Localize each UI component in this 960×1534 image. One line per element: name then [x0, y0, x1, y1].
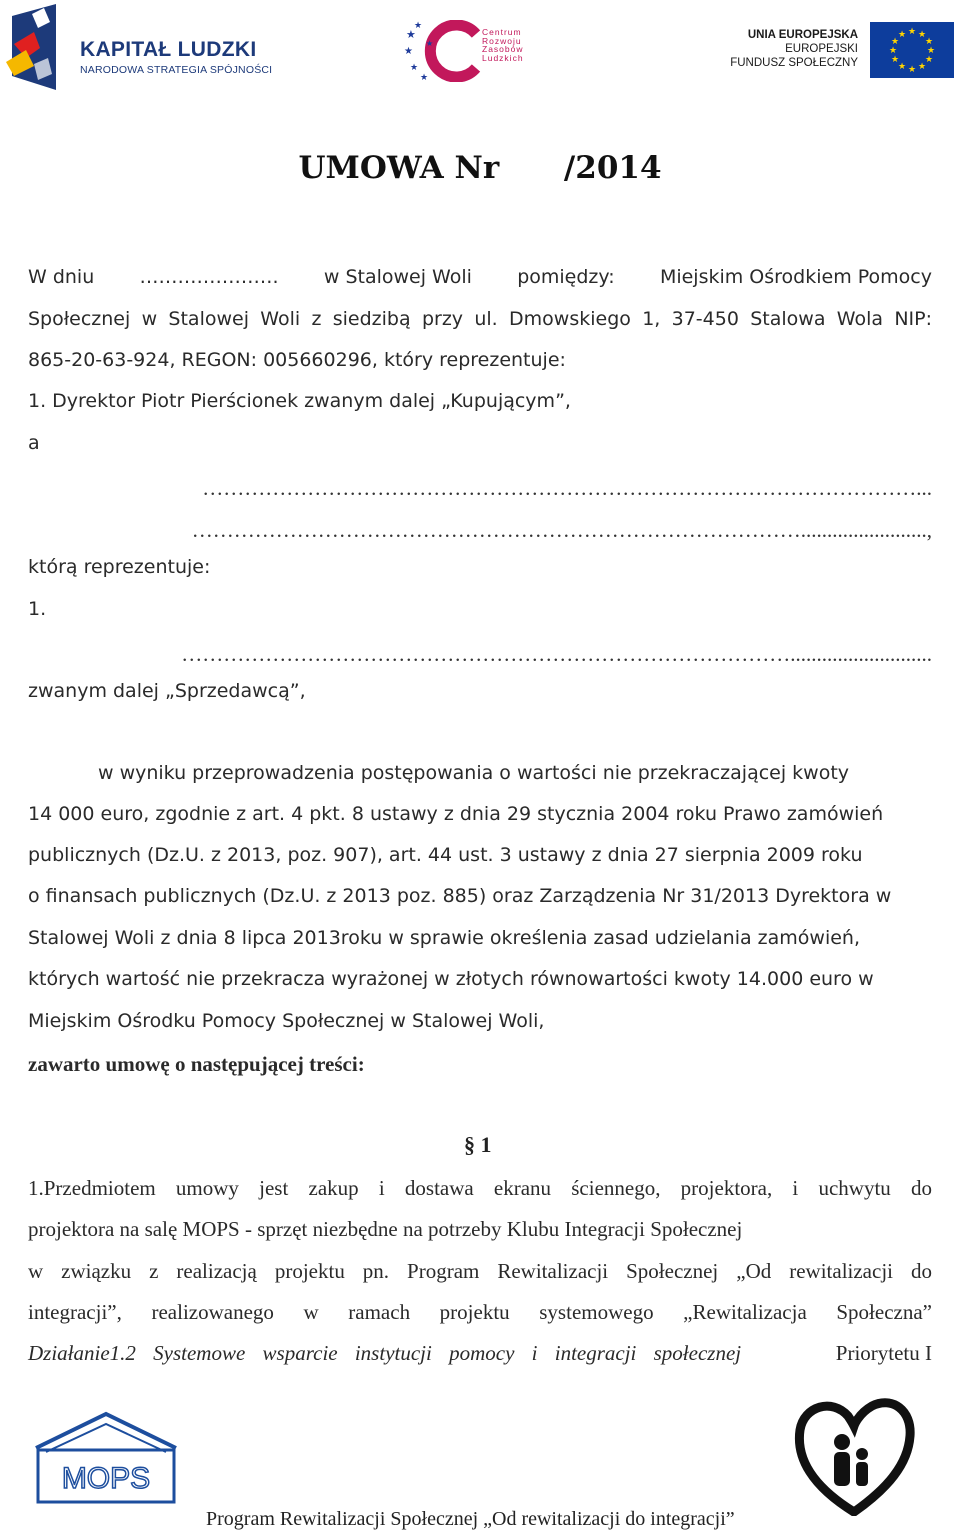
- svg-text:★: ★: [924, 55, 934, 65]
- kapital-ludzki-subtitle: NARODOWA STRATEGIA SPÓJNOŚCI: [80, 64, 273, 76]
- svg-text:★: ★: [907, 65, 917, 75]
- svg-text:★: ★: [907, 27, 917, 37]
- svg-text:★: ★: [917, 30, 927, 40]
- crzl-line-4: Ludzkich: [482, 52, 524, 63]
- section-1-line-5: [28, 1341, 932, 1366]
- kapital-ludzki-title: KAPITAŁ LUDZKI: [80, 38, 257, 61]
- svg-text:★: ★: [406, 28, 416, 41]
- footer-program-name: Program Rewitalizacji Społecznej „Od rewitalizacji do integracji”: [206, 1508, 735, 1530]
- eu-line-3: FUNDUSZ SPOŁECZNY: [730, 57, 858, 69]
- svg-text:★: ★: [404, 46, 413, 57]
- seller-rep-number: 1.: [28, 598, 47, 620]
- svg-text:★: ★: [897, 30, 907, 40]
- section-1-line-2: projektora na salę MOPS - sprzęt niezbędne na potrzeby Klubu Integracji Społecznej: [28, 1217, 743, 1241]
- seller-alias: zwanym dalej „Sprzedawcą”,: [28, 680, 306, 702]
- mops-logo-icon: [32, 1408, 180, 1508]
- heart-family-logo-icon: [792, 1396, 916, 1516]
- svg-text:★: ★: [414, 21, 423, 31]
- svg-text:★: ★: [888, 46, 898, 56]
- eu-line-1: UNIA EUROPEJSKA: [747, 29, 858, 41]
- svg-text:★: ★: [926, 46, 936, 56]
- date-label: W dniu: [28, 266, 95, 288]
- crzl-emblem-icon: [404, 20, 484, 82]
- place-text: w Stalowej Woli: [323, 266, 472, 288]
- kapital-ludzki-logo: [4, 4, 279, 94]
- intro-line-1: [28, 266, 932, 288]
- svg-text:★: ★: [924, 37, 934, 47]
- party-name-start: Miejskim Ośrodkiem Pomocy: [659, 266, 932, 288]
- kapital-ludzki-emblem-icon: [4, 4, 74, 94]
- between-text: pomiędzy:: [517, 266, 615, 288]
- section-1-heading: § 1: [464, 1132, 492, 1157]
- legal-basis-line-7: Miejskim Ośrodku Pomocy Społecznej w Stalowej Woli,: [28, 1010, 545, 1032]
- measure-name: Działanie1.2 Systemowe wsparcie instytucji pomocy i integracji społecznej: [28, 1341, 742, 1365]
- crzl-line-3: Zasobów: [482, 44, 524, 54]
- intro-line-2: Społecznej w Stalowej Woli z siedzibą przy ul. Dmowskiego 1, 37-450 Stalowa Wola NIP:: [28, 308, 932, 330]
- legal-basis-line-3: publicznych (Dz.U. z 2013, poz. 907), art. 44 ust. 3 ustawy z dnia 27 sierpnia 2009 roku: [28, 844, 863, 866]
- eu-flag-icon: [870, 22, 954, 78]
- legal-basis-line-6: których wartość nie przekracza wyrażonej w złotych równowartości kwoty 14.000 euro w: [28, 968, 874, 990]
- crzl-text: [482, 28, 524, 62]
- seller-name-blank-2: ……………………………………………………………………………........................,: [191, 518, 932, 542]
- intro-line-3: 865-20-63-924, REGON: 005660296, który reprezentuje:: [28, 349, 566, 371]
- section-1-line-1: 1.Przedmiotem umowy jest zakup i dostawa ekranu ściennego, projektora, i uchwytu do: [28, 1176, 932, 1200]
- legal-basis-line-2: 14 000 euro, zgodnie z art. 4 pkt. 8 ustawy z dnia 29 stycznia 2004 roku Prawo zamówień: [28, 803, 884, 825]
- svg-text:★: ★: [410, 63, 419, 73]
- svg-text:★: ★: [426, 39, 434, 48]
- seller-name-blank-1: …………………………………………………………………………………………...: [202, 476, 932, 500]
- seller-represented-label: którą reprezentuje:: [28, 556, 211, 578]
- svg-text:★: ★: [890, 55, 900, 65]
- conjunction-a: a: [28, 432, 40, 454]
- mops-logo-text: MOPS: [61, 1462, 151, 1495]
- svg-text:★: ★: [917, 62, 927, 72]
- legal-basis-line-1: w wyniku przeprowadzenia postępowania o wartości nie przekraczającej kwoty: [98, 762, 850, 784]
- crzl-line-1: Centrum: [482, 27, 522, 37]
- date-blank: ………………….: [139, 266, 279, 288]
- crzl-line-2: Rozwoju: [482, 35, 522, 46]
- priority-text: Priorytetu I: [835, 1341, 932, 1365]
- legal-basis-line-5: Stalowej Woli z dnia 8 lipca 2013roku w sprawie określenia zasad udzielania zamówień,: [28, 927, 861, 949]
- seller-representative-blank: ……………………………………………………………………………...........................: [181, 642, 932, 666]
- svg-text:★: ★: [890, 37, 900, 47]
- legal-basis-line-4: o finansach publicznych (Dz.U. z 2013 poz. 885) oraz Zarządzenia Nr 31/2013 Dyrektora w: [28, 885, 892, 907]
- section-1-line-3: w związku z realizacją projektu pn. Program Rewitalizacji Społecznej „Od rewitalizacji do: [28, 1259, 932, 1283]
- document-title: UMOWA Nr /2014: [298, 150, 662, 186]
- buyer-representative: 1. Dyrektor Piotr Pierścionek zwanym dalej „Kupującym”,: [28, 390, 571, 412]
- svg-text:★: ★: [897, 62, 907, 72]
- section-1-line-4: integracji”, realizowanego w ramach projektu systemowego „Rewitalizacja Społeczna”: [28, 1300, 932, 1324]
- eu-logo-text: [730, 28, 858, 70]
- svg-text:★: ★: [420, 73, 429, 82]
- eu-line-2: EUROPEJSKI: [785, 43, 858, 55]
- contract-content-heading: zawarto umowę o następującej treści:: [28, 1052, 365, 1076]
